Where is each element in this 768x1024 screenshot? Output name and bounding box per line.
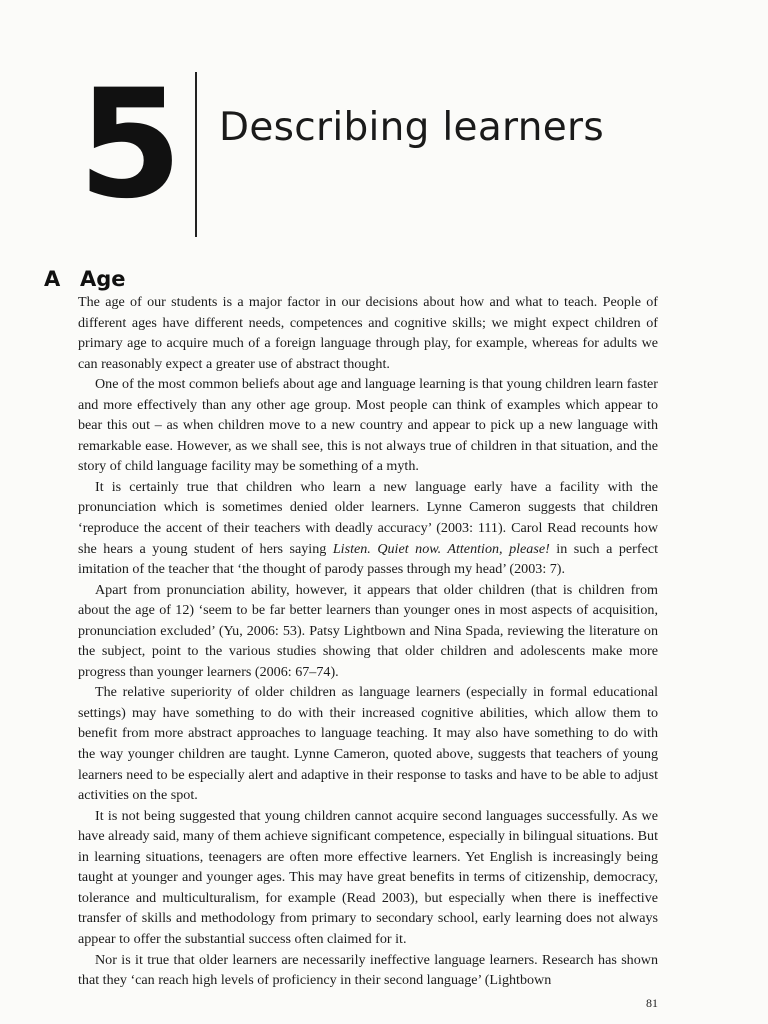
- quoted-speech: Listen. Quiet now. Attention, please!: [332, 540, 550, 557]
- paragraph-3: [78, 477, 658, 580]
- section-letter: A: [44, 267, 61, 291]
- paragraph-7: Nor is it true that older learners are necessarily ineffective language learners. Research has shown that they ‘can reach high levels of proficiency in their second language’ (Lightbown: [78, 951, 658, 989]
- paragraph-3-text-before: It is certainly true that children who learn a new language early have a facility with the pronunciation which is sometimes denied older learners. Lynne Cameron suggests that children ‘reproduce the accent of their teachers with deadly accuracy’ (2003: 111). Carol Read recounts how she hears a young student of hers saying: [78, 478, 658, 557]
- chapter-divider: [195, 72, 197, 237]
- chapter-number: 5: [78, 58, 179, 232]
- section-heading: [44, 265, 126, 293]
- paragraph-2: One of the most common beliefs about age and language learning is that young children learn faster and more effectively than any other age group. Most people can think of examples which appear to bear this out – as when children move to a new country and appear to pick up a new language with remarkable ease. However, as we shall see, this is not always true of children in that situation, and the story of child language facility may be something of a myth.: [78, 376, 658, 475]
- body-text: [78, 292, 658, 991]
- chapter-title: Describing learners: [219, 105, 604, 150]
- paragraph-6: It is not being suggested that young children cannot acquire second languages successfully. As we have already said, many of them achieve significant competence, especially in bilingual situations. But in learning situations, teenagers are often more effective learners. Yet English is increasingly being taught at younger and younger ages. This may have great benefits in terms of citizenship, democracy, tolerance and multiculturalism, for example (Read 2003), but especially when there is ineffective transfer of skills and methodology from primary to secondary school, early learning does not always appear to offer the substantial success often claimed for it.: [78, 807, 659, 947]
- paragraph-4: Apart from pronunciation ability, however, it appears that older children (that is children from about the age of 12) ‘seem to be far better learners than younger ones in most aspects of acquisition, pronunciation excluded’ (Yu, 2006: 53). Patsy Lightbown and Nina Spada, reviewing the literature on the subject, point to the various studies showing that older children and adolescents make more progress than younger learners (2006: 67–74).: [78, 581, 658, 680]
- section-title: Age: [80, 267, 126, 291]
- paragraph-3-text-after: in such a perfect imitation of the teacher that ‘the thought of parody passes through my head’ (2003: 7).: [78, 540, 658, 578]
- paragraph-1: The age of our students is a major factor in our decisions about how and what to teach. People of different ages have different needs, competences and cognitive skills; we might expect children of primary age to acquire much of a foreign language through play, for example, whereas for adults we can reasonably expect a greater use of abstract thought.: [78, 294, 658, 372]
- page-number: 81: [646, 996, 658, 1010]
- paragraph-5: The relative superiority of older children as language learners (especially in formal educational settings) may have something to do with their increased cognitive abilities, which allow them to benefit from more abstract approaches to language teaching. It may also have something to do with the way younger children are taught. Lynne Cameron, quoted above, suggests that teachers of young learners need to be especially alert and adaptive in their response to tasks and have to be able to adjust activities on the spot.: [78, 684, 658, 804]
